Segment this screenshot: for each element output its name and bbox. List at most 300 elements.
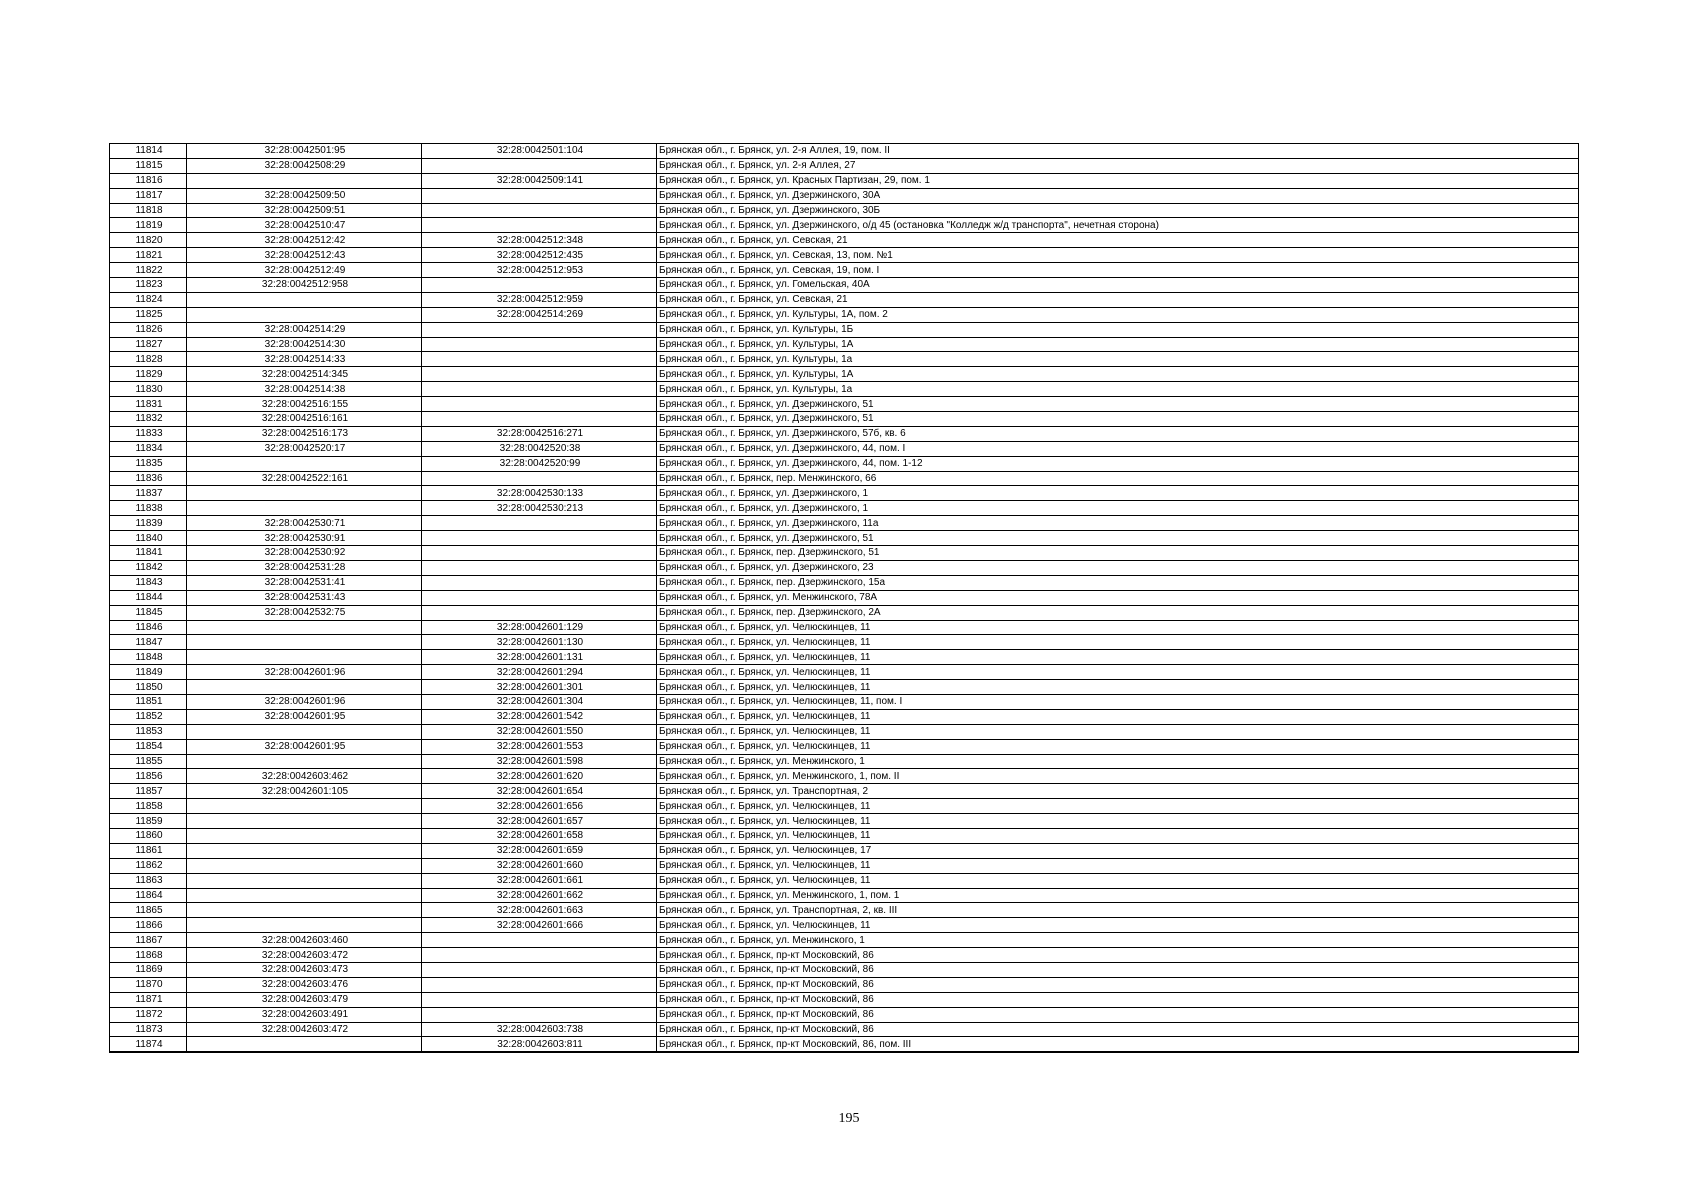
- address-cell: Брянская обл., г. Брянск, ул. Челюскинцев, 11: [657, 873, 1579, 888]
- land-cadastral-number-cell: [187, 903, 422, 918]
- row-number-cell: 11854: [110, 739, 187, 754]
- table-row: [110, 546, 1579, 561]
- row-number-cell: 11843: [110, 575, 187, 590]
- row-number-cell: 11842: [110, 560, 187, 575]
- table-row: [110, 858, 1579, 873]
- address-cell: Брянская обл., г. Брянск, ул. Челюскинцев, 11: [657, 635, 1579, 650]
- address-cell: Брянская обл., г. Брянск, ул. Менжинского, 1: [657, 933, 1579, 948]
- land-cadastral-number-cell: 32:28:0042510:47: [187, 218, 422, 233]
- address-cell: Брянская обл., г. Брянск, ул. Культуры, 1А: [657, 337, 1579, 352]
- registry-table-body: [110, 144, 1579, 1053]
- object-cadastral-number-cell: 32:28:0042501:104: [422, 144, 657, 159]
- row-number-cell: 11865: [110, 903, 187, 918]
- address-cell: Брянская обл., г. Брянск, ул. Дзержинского, 1: [657, 501, 1579, 516]
- table-row: [110, 814, 1579, 829]
- row-number-cell: 11873: [110, 1022, 187, 1037]
- row-number-cell: 11816: [110, 173, 187, 188]
- table-row: [110, 233, 1579, 248]
- row-number-cell: 11861: [110, 843, 187, 858]
- row-number-cell: 11824: [110, 292, 187, 307]
- table-row: [110, 382, 1579, 397]
- table-row: [110, 977, 1579, 992]
- object-cadastral-number-cell: 32:28:0042601:666: [422, 918, 657, 933]
- land-cadastral-number-cell: [187, 843, 422, 858]
- object-cadastral-number-cell: 32:28:0042601:550: [422, 724, 657, 739]
- address-cell: Брянская обл., г. Брянск, ул. Челюскинцев, 11: [657, 680, 1579, 695]
- row-number-cell: 11831: [110, 397, 187, 412]
- object-cadastral-number-cell: 32:28:0042601:294: [422, 665, 657, 680]
- object-cadastral-number-cell: [422, 546, 657, 561]
- object-cadastral-number-cell: [422, 367, 657, 382]
- table-row: [110, 948, 1579, 963]
- land-cadastral-number-cell: 32:28:0042603:472: [187, 948, 422, 963]
- object-cadastral-number-cell: [422, 933, 657, 948]
- object-cadastral-number-cell: [422, 397, 657, 412]
- address-cell: Брянская обл., г. Брянск, пр-кт Московский, 86, пом. III: [657, 1037, 1579, 1052]
- object-cadastral-number-cell: 32:28:0042601:659: [422, 843, 657, 858]
- table-row: [110, 144, 1579, 159]
- table-row: [110, 560, 1579, 575]
- land-cadastral-number-cell: 32:28:0042514:30: [187, 337, 422, 352]
- land-cadastral-number-cell: 32:28:0042601:96: [187, 665, 422, 680]
- object-cadastral-number-cell: [422, 948, 657, 963]
- address-cell: Брянская обл., г. Брянск, ул. Севская, 13, пом. №1: [657, 248, 1579, 263]
- row-number-cell: 11848: [110, 650, 187, 665]
- address-cell: Брянская обл., г. Брянск, ул. Челюскинцев, 11: [657, 799, 1579, 814]
- row-number-cell: 11838: [110, 501, 187, 516]
- land-cadastral-number-cell: 32:28:0042603:491: [187, 1007, 422, 1022]
- address-cell: Брянская обл., г. Брянск, ул. Культуры, 1Б: [657, 322, 1579, 337]
- object-cadastral-number-cell: 32:28:0042601:542: [422, 709, 657, 724]
- land-cadastral-number-cell: [187, 635, 422, 650]
- table-row: [110, 158, 1579, 173]
- table-row: [110, 575, 1579, 590]
- land-cadastral-number-cell: 32:28:0042530:71: [187, 516, 422, 531]
- row-number-cell: 11847: [110, 635, 187, 650]
- land-cadastral-number-cell: 32:28:0042522:161: [187, 471, 422, 486]
- land-cadastral-number-cell: [187, 292, 422, 307]
- table-row: [110, 218, 1579, 233]
- land-cadastral-number-cell: [187, 307, 422, 322]
- land-cadastral-number-cell: 32:28:0042512:49: [187, 263, 422, 278]
- land-cadastral-number-cell: [187, 173, 422, 188]
- row-number-cell: 11851: [110, 694, 187, 709]
- address-cell: Брянская обл., г. Брянск, ул. Челюскинцев, 17: [657, 843, 1579, 858]
- row-number-cell: 11833: [110, 426, 187, 441]
- object-cadastral-number-cell: 32:28:0042601:657: [422, 814, 657, 829]
- address-cell: Брянская обл., г. Брянск, ул. Дзержинского, 11а: [657, 516, 1579, 531]
- land-cadastral-number-cell: 32:28:0042516:161: [187, 412, 422, 427]
- object-cadastral-number-cell: [422, 575, 657, 590]
- table-row: [110, 412, 1579, 427]
- land-cadastral-number-cell: [187, 754, 422, 769]
- object-cadastral-number-cell: 32:28:0042512:348: [422, 233, 657, 248]
- object-cadastral-number-cell: 32:28:0042601:663: [422, 903, 657, 918]
- object-cadastral-number-cell: [422, 322, 657, 337]
- row-number-cell: 11826: [110, 322, 187, 337]
- address-cell: Брянская обл., г. Брянск, ул. Севская, 21: [657, 233, 1579, 248]
- address-cell: Брянская обл., г. Брянск, ул. Челюскинцев, 11: [657, 918, 1579, 933]
- land-cadastral-number-cell: [187, 814, 422, 829]
- table-row: [110, 1037, 1579, 1052]
- row-number-cell: 11823: [110, 278, 187, 293]
- object-cadastral-number-cell: [422, 352, 657, 367]
- row-number-cell: 11837: [110, 486, 187, 501]
- land-cadastral-number-cell: 32:28:0042603:460: [187, 933, 422, 948]
- table-row: [110, 724, 1579, 739]
- object-cadastral-number-cell: [422, 531, 657, 546]
- registry-table: [109, 143, 1579, 1053]
- table-row: [110, 605, 1579, 620]
- row-number-cell: 11860: [110, 828, 187, 843]
- object-cadastral-number-cell: 32:28:0042601:129: [422, 620, 657, 635]
- row-number-cell: 11857: [110, 784, 187, 799]
- land-cadastral-number-cell: 32:28:0042603:479: [187, 992, 422, 1007]
- row-number-cell: 11871: [110, 992, 187, 1007]
- land-cadastral-number-cell: 32:28:0042508:29: [187, 158, 422, 173]
- row-number-cell: 11853: [110, 724, 187, 739]
- land-cadastral-number-cell: 32:28:0042514:38: [187, 382, 422, 397]
- row-number-cell: 11866: [110, 918, 187, 933]
- object-cadastral-number-cell: [422, 278, 657, 293]
- object-cadastral-number-cell: [422, 337, 657, 352]
- object-cadastral-number-cell: 32:28:0042514:269: [422, 307, 657, 322]
- address-cell: Брянская обл., г. Брянск, ул. Челюскинцев, 11: [657, 858, 1579, 873]
- address-cell: Брянская обл., г. Брянск, ул. Дзержинского, 51: [657, 412, 1579, 427]
- table-row: [110, 962, 1579, 977]
- address-cell: Брянская обл., г. Брянск, пр-кт Московский, 86: [657, 977, 1579, 992]
- address-cell: Брянская обл., г. Брянск, ул. 2-я Аллея, 19, пом. II: [657, 144, 1579, 159]
- land-cadastral-number-cell: [187, 918, 422, 933]
- row-number-cell: 11862: [110, 858, 187, 873]
- object-cadastral-number-cell: 32:28:0042512:435: [422, 248, 657, 263]
- table-row: [110, 471, 1579, 486]
- address-cell: Брянская обл., г. Брянск, ул. Культуры, 1А: [657, 367, 1579, 382]
- address-cell: Брянская обл., г. Брянск, ул. Дзержинского, 30Б: [657, 203, 1579, 218]
- table-row: [110, 456, 1579, 471]
- address-cell: Брянская обл., г. Брянск, ул. Дзержинского, 30А: [657, 188, 1579, 203]
- table-row: [110, 516, 1579, 531]
- row-number-cell: 11841: [110, 546, 187, 561]
- address-cell: Брянская обл., г. Брянск, пр-кт Московский, 86: [657, 948, 1579, 963]
- address-cell: Брянская обл., г. Брянск, ул. 2-я Аллея, 27: [657, 158, 1579, 173]
- address-cell: Брянская обл., г. Брянск, ул. Севская, 21: [657, 292, 1579, 307]
- row-number-cell: 11872: [110, 1007, 187, 1022]
- object-cadastral-number-cell: [422, 516, 657, 531]
- row-number-cell: 11846: [110, 620, 187, 635]
- land-cadastral-number-cell: 32:28:0042601:96: [187, 694, 422, 709]
- address-cell: Брянская обл., г. Брянск, ул. Дзержинского, 44, пом. 1-12: [657, 456, 1579, 471]
- row-number-cell: 11822: [110, 263, 187, 278]
- address-cell: Брянская обл., г. Брянск, ул. Челюскинцев, 11: [657, 650, 1579, 665]
- row-number-cell: 11825: [110, 307, 187, 322]
- row-number-cell: 11845: [110, 605, 187, 620]
- object-cadastral-number-cell: 32:28:0042530:133: [422, 486, 657, 501]
- land-cadastral-number-cell: 32:28:0042531:41: [187, 575, 422, 590]
- address-cell: Брянская обл., г. Брянск, ул. Челюскинцев, 11: [657, 814, 1579, 829]
- table-row: [110, 933, 1579, 948]
- land-cadastral-number-cell: 32:28:0042514:29: [187, 322, 422, 337]
- address-cell: Брянская обл., г. Брянск, пер. Дзержинского, 2А: [657, 605, 1579, 620]
- object-cadastral-number-cell: 32:28:0042601:658: [422, 828, 657, 843]
- object-cadastral-number-cell: 32:28:0042601:553: [422, 739, 657, 754]
- address-cell: Брянская обл., г. Брянск, пер. Дзержинского, 15а: [657, 575, 1579, 590]
- table-row: [110, 173, 1579, 188]
- row-number-cell: 11858: [110, 799, 187, 814]
- table-row: [110, 843, 1579, 858]
- land-cadastral-number-cell: 32:28:0042501:95: [187, 144, 422, 159]
- row-number-cell: 11835: [110, 456, 187, 471]
- object-cadastral-number-cell: [422, 590, 657, 605]
- address-cell: Брянская обл., г. Брянск, ул. Дзержинского, 57б, кв. 6: [657, 426, 1579, 441]
- land-cadastral-number-cell: [187, 724, 422, 739]
- object-cadastral-number-cell: 32:28:0042601:598: [422, 754, 657, 769]
- table-row: [110, 590, 1579, 605]
- land-cadastral-number-cell: 32:28:0042530:92: [187, 546, 422, 561]
- address-cell: Брянская обл., г. Брянск, ул. Культуры, 1А, пом. 2: [657, 307, 1579, 322]
- row-number-cell: 11830: [110, 382, 187, 397]
- table-row: [110, 992, 1579, 1007]
- table-row: [110, 203, 1579, 218]
- row-number-cell: 11840: [110, 531, 187, 546]
- object-cadastral-number-cell: 32:28:0042601:304: [422, 694, 657, 709]
- table-row: [110, 278, 1579, 293]
- row-number-cell: 11819: [110, 218, 187, 233]
- table-row: [110, 918, 1579, 933]
- address-cell: Брянская обл., г. Брянск, ул. Менжинского, 1, пом. II: [657, 769, 1579, 784]
- table-row: [110, 337, 1579, 352]
- object-cadastral-number-cell: 32:28:0042516:271: [422, 426, 657, 441]
- row-number-cell: 11859: [110, 814, 187, 829]
- row-number-cell: 11864: [110, 888, 187, 903]
- object-cadastral-number-cell: 32:28:0042520:99: [422, 456, 657, 471]
- object-cadastral-number-cell: 32:28:0042520:38: [422, 441, 657, 456]
- address-cell: Брянская обл., г. Брянск, ул. Менжинского, 78А: [657, 590, 1579, 605]
- address-cell: Брянская обл., г. Брянск, ул. Культуры, 1а: [657, 352, 1579, 367]
- land-cadastral-number-cell: 32:28:0042509:51: [187, 203, 422, 218]
- table-row: [110, 784, 1579, 799]
- table-row: [110, 263, 1579, 278]
- object-cadastral-number-cell: [422, 1007, 657, 1022]
- object-cadastral-number-cell: [422, 962, 657, 977]
- object-cadastral-number-cell: [422, 977, 657, 992]
- table-row: [110, 709, 1579, 724]
- row-number-cell: 11856: [110, 769, 187, 784]
- table-row: [110, 1022, 1579, 1037]
- object-cadastral-number-cell: 32:28:0042512:953: [422, 263, 657, 278]
- table-row: [110, 650, 1579, 665]
- object-cadastral-number-cell: 32:28:0042601:661: [422, 873, 657, 888]
- table-row: [110, 352, 1579, 367]
- object-cadastral-number-cell: 32:28:0042601:301: [422, 680, 657, 695]
- row-number-cell: 11829: [110, 367, 187, 382]
- table-row: [110, 903, 1579, 918]
- object-cadastral-number-cell: 32:28:0042509:141: [422, 173, 657, 188]
- object-cadastral-number-cell: [422, 158, 657, 173]
- object-cadastral-number-cell: 32:28:0042530:213: [422, 501, 657, 516]
- address-cell: Брянская обл., г. Брянск, пр-кт Московский, 86: [657, 1022, 1579, 1037]
- row-number-cell: 11814: [110, 144, 187, 159]
- row-number-cell: 11863: [110, 873, 187, 888]
- row-number-cell: 11832: [110, 412, 187, 427]
- address-cell: Брянская обл., г. Брянск, ул. Челюскинцев, 11: [657, 620, 1579, 635]
- address-cell: Брянская обл., г. Брянск, ул. Дзержинского, 51: [657, 531, 1579, 546]
- address-cell: Брянская обл., г. Брянск, пер. Дзержинского, 51: [657, 546, 1579, 561]
- land-cadastral-number-cell: 32:28:0042512:43: [187, 248, 422, 263]
- row-number-cell: 11874: [110, 1037, 187, 1052]
- object-cadastral-number-cell: [422, 412, 657, 427]
- land-cadastral-number-cell: [187, 620, 422, 635]
- address-cell: Брянская обл., г. Брянск, ул. Севская, 19, пом. I: [657, 263, 1579, 278]
- table-row: [110, 665, 1579, 680]
- land-cadastral-number-cell: 32:28:0042531:28: [187, 560, 422, 575]
- land-cadastral-number-cell: 32:28:0042530:91: [187, 531, 422, 546]
- object-cadastral-number-cell: 32:28:0042601:660: [422, 858, 657, 873]
- address-cell: Брянская обл., г. Брянск, ул. Транспортная, 2: [657, 784, 1579, 799]
- address-cell: Брянская обл., г. Брянск, ул. Челюскинцев, 11, пом. I: [657, 694, 1579, 709]
- row-number-cell: 11817: [110, 188, 187, 203]
- row-number-cell: 11834: [110, 441, 187, 456]
- table-row: [110, 739, 1579, 754]
- table-row: [110, 188, 1579, 203]
- address-cell: Брянская обл., г. Брянск, пр-кт Московский, 86: [657, 992, 1579, 1007]
- object-cadastral-number-cell: [422, 560, 657, 575]
- land-cadastral-number-cell: 32:28:0042512:958: [187, 278, 422, 293]
- row-number-cell: 11844: [110, 590, 187, 605]
- object-cadastral-number-cell: 32:28:0042601:656: [422, 799, 657, 814]
- land-cadastral-number-cell: [187, 501, 422, 516]
- land-cadastral-number-cell: 32:28:0042516:173: [187, 426, 422, 441]
- table-row: [110, 367, 1579, 382]
- table-row: [110, 426, 1579, 441]
- object-cadastral-number-cell: 32:28:0042601:131: [422, 650, 657, 665]
- table-row: [110, 635, 1579, 650]
- land-cadastral-number-cell: [187, 799, 422, 814]
- table-row: [110, 248, 1579, 263]
- land-cadastral-number-cell: 32:28:0042601:105: [187, 784, 422, 799]
- land-cadastral-number-cell: 32:28:0042603:462: [187, 769, 422, 784]
- land-cadastral-number-cell: [187, 486, 422, 501]
- address-cell: Брянская обл., г. Брянск, ул. Красных Партизан, 29, пом. 1: [657, 173, 1579, 188]
- row-number-cell: 11820: [110, 233, 187, 248]
- object-cadastral-number-cell: [422, 471, 657, 486]
- object-cadastral-number-cell: 32:28:0042603:811: [422, 1037, 657, 1052]
- address-cell: Брянская обл., г. Брянск, пр-кт Московский, 86: [657, 962, 1579, 977]
- land-cadastral-number-cell: 32:28:0042601:95: [187, 739, 422, 754]
- table-row: [110, 888, 1579, 903]
- object-cadastral-number-cell: [422, 218, 657, 233]
- table-row: [110, 1007, 1579, 1022]
- object-cadastral-number-cell: [422, 188, 657, 203]
- object-cadastral-number-cell: 32:28:0042603:738: [422, 1022, 657, 1037]
- land-cadastral-number-cell: [187, 650, 422, 665]
- address-cell: Брянская обл., г. Брянск, ул. Челюскинцев, 11: [657, 709, 1579, 724]
- land-cadastral-number-cell: 32:28:0042601:95: [187, 709, 422, 724]
- address-cell: Брянская обл., г. Брянск, ул. Челюскинцев, 11: [657, 739, 1579, 754]
- row-number-cell: 11869: [110, 962, 187, 977]
- land-cadastral-number-cell: 32:28:0042520:17: [187, 441, 422, 456]
- land-cadastral-number-cell: [187, 1037, 422, 1052]
- table-row: [110, 873, 1579, 888]
- table-row: [110, 307, 1579, 322]
- table-row: [110, 828, 1579, 843]
- row-number-cell: 11849: [110, 665, 187, 680]
- object-cadastral-number-cell: 32:28:0042601:620: [422, 769, 657, 784]
- table-row: [110, 441, 1579, 456]
- table-row: [110, 799, 1579, 814]
- table-row: [110, 769, 1579, 784]
- object-cadastral-number-cell: [422, 203, 657, 218]
- table-row: [110, 694, 1579, 709]
- land-cadastral-number-cell: 32:28:0042509:50: [187, 188, 422, 203]
- address-cell: Брянская обл., г. Брянск, ул. Челюскинцев, 11: [657, 724, 1579, 739]
- address-cell: Брянская обл., г. Брянск, ул. Культуры, 1а: [657, 382, 1579, 397]
- address-cell: Брянская обл., г. Брянск, ул. Менжинского, 1, пом. 1: [657, 888, 1579, 903]
- table-row: [110, 680, 1579, 695]
- object-cadastral-number-cell: [422, 992, 657, 1007]
- object-cadastral-number-cell: [422, 382, 657, 397]
- address-cell: Брянская обл., г. Брянск, ул. Гомельская, 40А: [657, 278, 1579, 293]
- table-row: [110, 501, 1579, 516]
- object-cadastral-number-cell: 32:28:0042512:959: [422, 292, 657, 307]
- address-cell: Брянская обл., г. Брянск, ул. Челюскинцев, 11: [657, 665, 1579, 680]
- table-row: [110, 531, 1579, 546]
- land-cadastral-number-cell: 32:28:0042603:472: [187, 1022, 422, 1037]
- land-cadastral-number-cell: 32:28:0042514:33: [187, 352, 422, 367]
- land-cadastral-number-cell: 32:28:0042512:42: [187, 233, 422, 248]
- row-number-cell: 11868: [110, 948, 187, 963]
- row-number-cell: 11828: [110, 352, 187, 367]
- land-cadastral-number-cell: [187, 873, 422, 888]
- address-cell: Брянская обл., г. Брянск, ул. Челюскинцев, 11: [657, 828, 1579, 843]
- address-cell: Брянская обл., г. Брянск, ул. Дзержинского, о/д 45 (остановка "Колледж ж/д транспорта", нечетная сторона): [657, 218, 1579, 233]
- address-cell: Брянская обл., г. Брянск, ул. Менжинского, 1: [657, 754, 1579, 769]
- row-number-cell: 11870: [110, 977, 187, 992]
- row-number-cell: 11821: [110, 248, 187, 263]
- row-number-cell: 11852: [110, 709, 187, 724]
- object-cadastral-number-cell: [422, 605, 657, 620]
- row-number-cell: 11855: [110, 754, 187, 769]
- land-cadastral-number-cell: 32:28:0042603:473: [187, 962, 422, 977]
- land-cadastral-number-cell: [187, 828, 422, 843]
- object-cadastral-number-cell: 32:28:0042601:662: [422, 888, 657, 903]
- row-number-cell: 11867: [110, 933, 187, 948]
- page-number: 195: [838, 1111, 860, 1126]
- land-cadastral-number-cell: [187, 680, 422, 695]
- address-cell: Брянская обл., г. Брянск, ул. Дзержинского, 23: [657, 560, 1579, 575]
- address-cell: Брянская обл., г. Брянск, ул. Транспортная, 2, кв. III: [657, 903, 1579, 918]
- row-number-cell: 11850: [110, 680, 187, 695]
- table-row: [110, 322, 1579, 337]
- row-number-cell: 11836: [110, 471, 187, 486]
- land-cadastral-number-cell: 32:28:0042514:345: [187, 367, 422, 382]
- table-row: [110, 292, 1579, 307]
- table-row: [110, 397, 1579, 412]
- table-row: [110, 486, 1579, 501]
- object-cadastral-number-cell: 32:28:0042601:130: [422, 635, 657, 650]
- address-cell: Брянская обл., г. Брянск, ул. Дзержинского, 1: [657, 486, 1579, 501]
- land-cadastral-number-cell: 32:28:0042532:75: [187, 605, 422, 620]
- address-cell: Брянская обл., г. Брянск, пер. Менжинского, 66: [657, 471, 1579, 486]
- land-cadastral-number-cell: 32:28:0042516:155: [187, 397, 422, 412]
- address-cell: Брянская обл., г. Брянск, ул. Дзержинского, 44, пом. I: [657, 441, 1579, 456]
- address-cell: Брянская обл., г. Брянск, ул. Дзержинского, 51: [657, 397, 1579, 412]
- row-number-cell: 11815: [110, 158, 187, 173]
- object-cadastral-number-cell: 32:28:0042601:654: [422, 784, 657, 799]
- row-number-cell: 11839: [110, 516, 187, 531]
- land-cadastral-number-cell: [187, 858, 422, 873]
- row-number-cell: 11818: [110, 203, 187, 218]
